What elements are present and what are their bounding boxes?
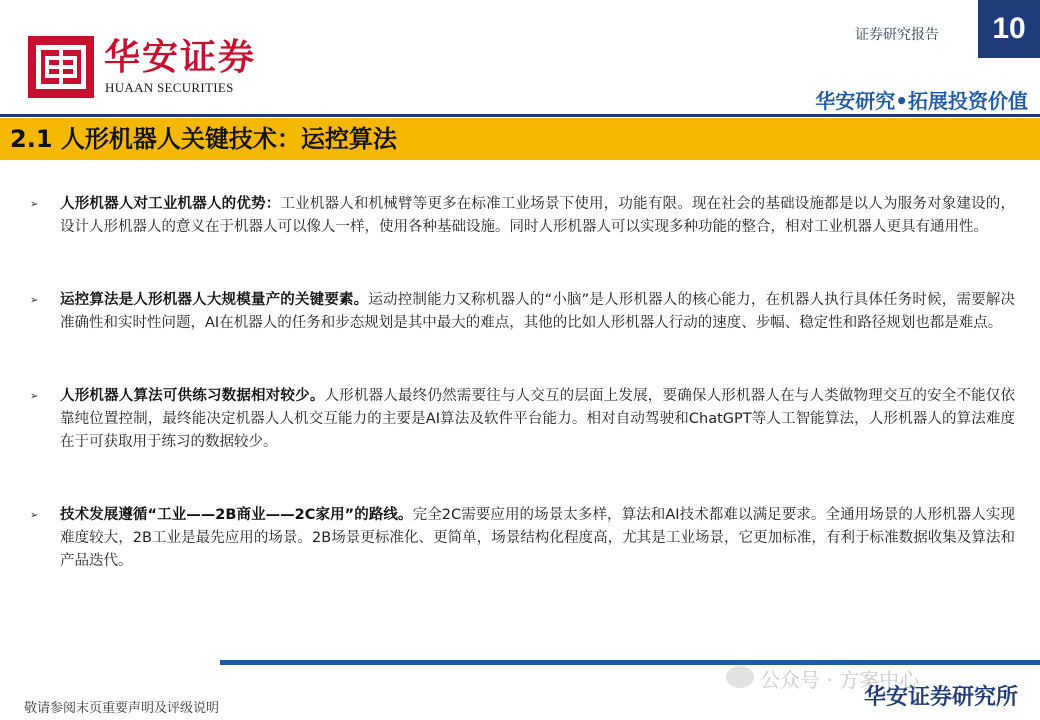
bullet-item <box>30 289 1015 335</box>
bullet-lead: 人形机器人对工业机器人的优势： <box>60 196 281 212</box>
huaan-logo-icon <box>28 36 94 98</box>
bullet-body: 人形机器人最终仍然需要往与人交互的层面上发展，要确保人形机器人在与人类做物理交互的安全不能仅依靠纯位置控制，最终能决定机器人人机交互能力的主要是AI算法及软件平台能力。相对自动驾驶和ChatGPT等人工智能算法，人形机器人的算法难度在于可获取用于练习的数据较少。 <box>60 388 1015 450</box>
bullet-body: 运动控制能力又称机器人的“小脑”是人形机器人的核心能力，在机器人执行具体任务时候，需要解决准确性和实时性问题，AI在机器人的任务和步态规划是其中最大的难点，其他的比如人形机器人行动的速度、步幅、稳定性和路径规划也都是难点。 <box>60 292 1015 331</box>
page-number: 10 <box>978 0 1040 58</box>
disclaimer-text: 敬请参阅末页重要声明及评级说明 <box>24 701 220 716</box>
wechat-icon <box>726 666 754 688</box>
header-divider <box>0 114 1040 117</box>
bullet-body: 完全2C需要应用的场景太多样，算法和AI技术都难以满足要求。全通用场景的人形机器人实现难度较大，2B工业是最先应用的场景。2B场景更标准化、更简单，场景结构化程度高，尤其是工业场景，它更加标准，有利于标准数据收集及算法和产品迭代。 <box>60 507 1015 569</box>
arrow-right-icon: ➢ <box>30 199 39 210</box>
bullet-list <box>30 193 1015 623</box>
bullet-item <box>30 193 1015 239</box>
bullet-lead: 运控算法是人形机器人大规模量产的关键要素。 <box>60 292 369 308</box>
header-slogan: 华安研究•拓展投资价值 <box>815 89 1028 113</box>
bullet-item <box>30 504 1015 573</box>
logo-english-name: HUAAN SECURITIES <box>105 80 234 95</box>
bullet-item <box>30 385 1015 454</box>
report-type-label: 证券研究报告 <box>855 27 939 43</box>
footer-brand: 华安证券研究所 <box>863 685 1018 710</box>
watermark-text: 公众号 · 方案中心 <box>760 668 920 692</box>
logo-chinese-name: 华安证券 <box>104 36 257 78</box>
bullet-body: 工业机器人和机械臂等更多在标准工业场景下使用，功能有限。现在社会的基础设施都是以人为服务对象建设的，设计人形机器人的意义在于机器人可以像人一样，使用各种基础设施。同时人形机器人可以实现多种功能的整合，相对工业机器人更具有通用性。 <box>60 196 1016 235</box>
arrow-right-icon: ➢ <box>30 295 39 306</box>
bullet-lead: 人形机器人算法可供练习数据相对较少。 <box>60 388 325 404</box>
arrow-right-icon: ➢ <box>30 510 39 521</box>
bullet-lead: 技术发展遵循“工业——2B商业——2C家用”的路线。 <box>60 507 413 523</box>
section-title: 2.1 人形机器人关键技术：运控算法 <box>10 125 397 153</box>
arrow-right-icon: ➢ <box>30 391 39 402</box>
